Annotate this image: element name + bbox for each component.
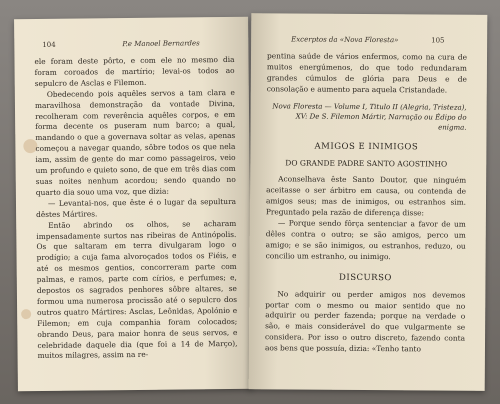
paragraph: Aconselhava êste Santo Doutor, que ninguém aceitasse o ser árbitro em causa, ou contenda de amigos seus; mas de inimigos, ou estranhos sim. Preguntado pela razão de diferença disse:	[265, 174, 467, 218]
page-stain	[21, 309, 31, 319]
section-subtitle: DO GRANDE PADRE SANTO AGOSTINHO	[285, 157, 448, 169]
section-title: AMIGOS E INIMIGOS	[314, 141, 419, 152]
paragraph: — Levantai-nos, que êste é o lugar da sepultura dêstes Mártires.	[36, 196, 237, 219]
running-head: P.e Manoel Bernardes	[122, 39, 200, 49]
running-head: Excerptos da «Nova Floresta»	[291, 35, 399, 45]
page-number: 104	[42, 40, 56, 49]
paragraph: Então abrindo os olhos, se acharam impensadamente surtos nas ribeiras de Antinópolis. Os que saltaram em terra divulgaram logo o prodígio; a cuja fama alvoroçados todos os Fiéis, e até os mesmos gentios, concorreram parte com palmas, e ramos, parte com círios, e perfumes; e, depostos os sagrados penhores sôbre altares, se formou uma numerosa procissão até o sepulcro dos outros quatro Mártires: Asclas, Leônidas, Apolónio e Filemon; em cuja companhia foram colocados; obrando Deus, para maior honra de seus servos, e celebridade daquele dia (que foi a 14 de Março), muitos milagres, assim na re-	[36, 218, 238, 361]
page-number: 105	[431, 36, 445, 45]
section-title: DISCURSO	[338, 272, 392, 283]
paragraph: No adquirir ou perder amigos nos devemos portar com o mesmo ou maior sentido que no adquirir ou perder fazenda; porque na verdade o são, e mais considerável do que vulgarmente se considera. Por isso o outro discreto, fazendo conta aos bens que possuía, dizia: «Tenho tanto	[264, 288, 466, 354]
paragraph: — Porque sendo fôrça sentenciar a favor de um dêles contra o outro; se são amigos, perco um amigo; e se são inimigos, ou estranhos, reduzo, ou concilio um estranho, ou inimigo.	[265, 218, 466, 261]
paragraph: pentina saúde de vários enfermos, como na cura de muitos energúmenos, do que todo redundaram grandes cúmulos de glória para Deus e de consolação e aumento para aquela Cristandade.	[266, 51, 468, 95]
left-page	[14, 17, 252, 391]
page-body	[265, 51, 467, 355]
source-citation: Nova Floresta — Volume I, Titulo II (Alegria, Tristeza), XV: De S. Filemon Mártir, Narração ou Édipo do enigma.	[272, 101, 467, 132]
paragraph: Obedecendo pois aquêles servos a tam clara e maravilhosa demonstração da vontade Divina, recolheram com reverência aquêles corpos, e em forma decente os puseram num barco; a qual, mandando o que a governava soltar as velas, apenas começou a navegar quando, sôbre todos os que nela iam, assim de gente do mar como passageiros, veio um profundo e quieto sono, de que em três dias com suas noites nenhum acordou; sendo quando no quarto dia souo uma voz, que dizia:	[34, 87, 236, 197]
page-body	[34, 55, 237, 362]
paragraph: ele foram deste pôrto, e com ele no mesmo dia foram coroados de martírio; levai-os todos ao sepulcro de Asclas e Filemon.	[34, 54, 235, 88]
right-page	[249, 13, 488, 391]
